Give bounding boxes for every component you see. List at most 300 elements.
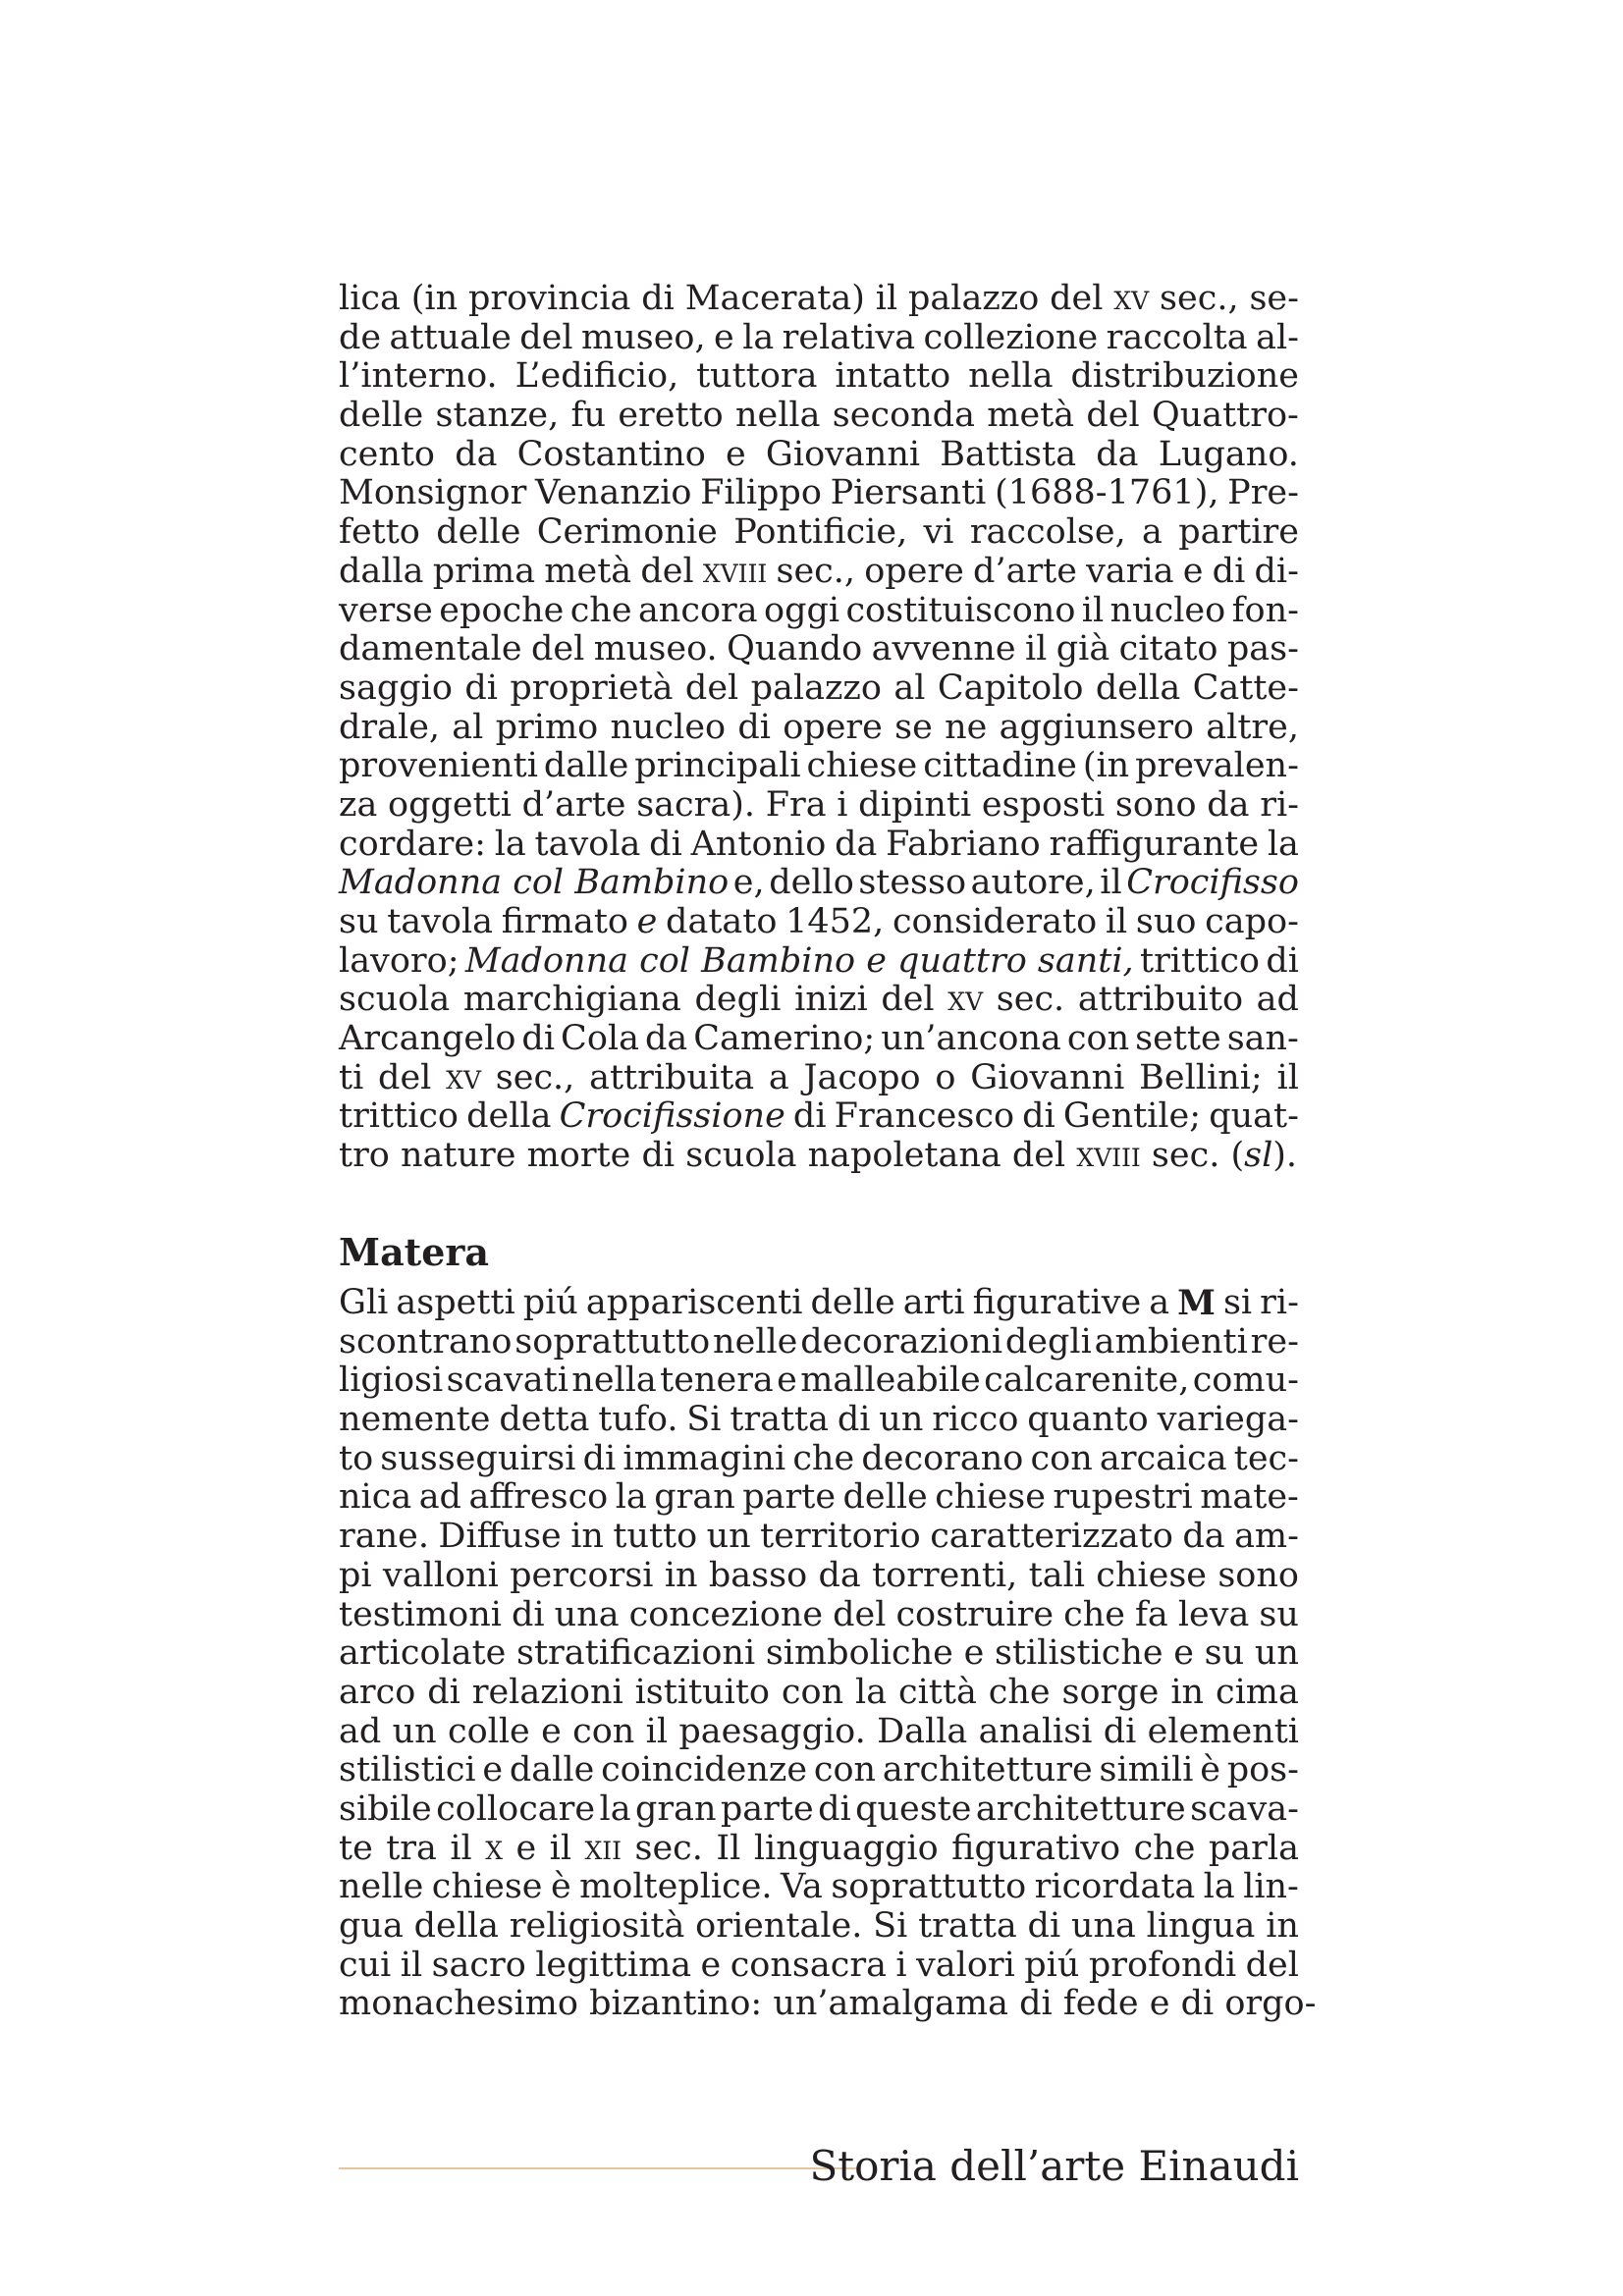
word: territorio <box>760 1517 921 1557</box>
word: palazzo <box>908 279 1040 318</box>
word: dalla <box>339 551 424 591</box>
word: oggetti <box>388 784 512 825</box>
word: re- <box>1250 1321 1299 1362</box>
word: 1452, <box>785 902 885 941</box>
word: d’arte <box>521 784 626 825</box>
word: delle <box>842 1477 928 1518</box>
word: ad <box>339 1711 382 1751</box>
word: arcaica <box>1099 1438 1227 1478</box>
word: il <box>450 1828 472 1868</box>
word: cento <box>339 434 435 474</box>
word: gua <box>339 1906 404 1946</box>
word: sec., <box>1160 279 1239 318</box>
word: in <box>570 1517 604 1557</box>
word: Pontificie, <box>733 512 908 553</box>
word: gran <box>634 1789 717 1829</box>
word: xv <box>1113 279 1150 318</box>
word: comu- <box>1192 1361 1299 1401</box>
word: ad <box>418 1477 461 1518</box>
word: la <box>599 1789 631 1829</box>
word: di <box>1022 1096 1055 1137</box>
word: immagini <box>622 1438 786 1478</box>
word: tratta <box>730 1400 829 1440</box>
word: costruire <box>895 1594 1055 1634</box>
word: nucleo <box>1109 590 1226 630</box>
text-line <box>339 1984 1317 2024</box>
word: mate- <box>1200 1477 1299 1518</box>
word: di <box>1019 1984 1063 2024</box>
word: Giovanni <box>970 1057 1125 1097</box>
word: e <box>541 1711 562 1751</box>
text-line <box>339 1830 1299 1869</box>
word: e <box>726 434 746 474</box>
word: rupestri <box>1053 1477 1193 1518</box>
word: tuttora <box>696 356 818 397</box>
word: e <box>482 1750 504 1790</box>
word: Jacopo <box>803 1057 921 1097</box>
text-line <box>339 1596 1299 1635</box>
word: Dalla <box>877 1711 968 1751</box>
word: Monsignor <box>339 473 527 513</box>
word: Giovanni <box>765 434 921 474</box>
word: cima <box>1216 1672 1299 1712</box>
text-line <box>339 1907 1299 1947</box>
word: vi <box>923 512 954 553</box>
word: articolate <box>339 1633 507 1674</box>
word: concezione <box>628 1594 824 1634</box>
word: in <box>1170 1672 1205 1712</box>
word: colle <box>448 1711 530 1751</box>
word: al- <box>1256 317 1299 357</box>
word: orientale. <box>695 1906 863 1946</box>
word: saggio <box>339 667 453 708</box>
word: e, <box>732 863 765 903</box>
word: dello <box>769 863 854 903</box>
word: del <box>1050 279 1104 318</box>
word: primo <box>495 707 599 747</box>
word: Piersanti <box>830 473 987 513</box>
word: la <box>1267 824 1299 864</box>
word: del <box>640 551 694 591</box>
word: soprattutto <box>831 1867 1027 1907</box>
word: (in <box>1082 746 1130 786</box>
word: nella <box>968 356 1054 397</box>
word: stratificazioni <box>516 1633 756 1674</box>
word: Bellini; <box>1139 1057 1263 1097</box>
word: di <box>641 279 675 318</box>
word: Quattro- <box>1152 396 1299 436</box>
text-line <box>339 1097 1299 1137</box>
word: già <box>1055 629 1110 669</box>
word: capo- <box>1205 902 1299 941</box>
word: elementi <box>1147 1711 1299 1751</box>
word: il <box>1276 1057 1299 1097</box>
word: un <box>392 1711 437 1751</box>
word: sec., <box>495 1057 575 1097</box>
word: de <box>339 317 382 357</box>
word: epoche <box>439 590 565 630</box>
text-line <box>339 1518 1299 1557</box>
word: quanto <box>1027 1400 1149 1440</box>
word: opere <box>783 707 883 747</box>
text-line <box>339 1284 1299 1323</box>
word: tali <box>1028 1555 1085 1595</box>
word: e <box>777 1361 797 1401</box>
word: morte <box>526 1136 642 1176</box>
word: nemente <box>339 1400 491 1440</box>
word: basso <box>708 1555 808 1595</box>
word: il <box>875 279 898 318</box>
word: (in <box>410 279 459 318</box>
word: che <box>1133 1828 1196 1868</box>
text-line <box>339 1401 1299 1440</box>
word: legittima <box>535 1945 692 1985</box>
text-line <box>339 1674 1299 1713</box>
word: attuale <box>389 317 512 357</box>
word: decorano <box>861 1438 1024 1478</box>
word: a <box>768 1057 789 1097</box>
word: simili <box>1099 1750 1194 1790</box>
word: cui <box>339 1945 392 1985</box>
text-line <box>339 1557 1299 1596</box>
word: autore, <box>970 863 1096 903</box>
word: cittadine <box>923 746 1077 786</box>
word: la <box>615 1477 647 1518</box>
word: con <box>572 1711 635 1751</box>
word: di <box>464 667 498 708</box>
word: di <box>427 1672 460 1712</box>
word: stilistiche <box>994 1633 1163 1674</box>
word: religiosità <box>509 1906 685 1946</box>
word: chiese <box>431 1867 543 1907</box>
word: Gentile; <box>1062 1096 1202 1137</box>
word: delle <box>339 396 424 436</box>
word: un <box>706 1517 751 1557</box>
word: tec- <box>1233 1438 1299 1478</box>
word: pos- <box>1226 1750 1299 1790</box>
word: sec. <box>1151 1136 1231 1176</box>
word: da <box>835 824 878 864</box>
word: arco <box>339 1672 416 1712</box>
word: di <box>641 1136 686 1176</box>
word: museo, <box>581 317 706 357</box>
word: caratterizzato <box>930 1517 1173 1557</box>
word: leva <box>1177 1594 1250 1634</box>
word: Camerino; <box>693 1019 876 1059</box>
word: verse <box>339 590 433 630</box>
word: se- <box>1249 279 1299 318</box>
word: il <box>1105 902 1128 941</box>
word: xv <box>947 980 984 1020</box>
word: intatto <box>835 356 951 397</box>
word: ri- <box>1260 1283 1299 1322</box>
word: za <box>339 784 378 825</box>
text-line <box>339 592 1299 631</box>
word: raccolse, <box>969 512 1126 553</box>
word: tufo. <box>598 1400 678 1440</box>
text-line <box>339 319 1299 358</box>
word: relazioni <box>471 1672 623 1712</box>
section-heading: Matera <box>339 1230 490 1274</box>
word: valloni <box>382 1555 499 1595</box>
word: sette <box>1135 1019 1221 1059</box>
word: dalle <box>543 746 629 786</box>
word: e <box>1182 551 1204 591</box>
word: damentale <box>339 629 522 669</box>
word: cordare: <box>339 824 486 864</box>
word: una <box>1070 1906 1136 1946</box>
word: attribuito <box>1077 980 1244 1020</box>
word: del <box>833 1594 887 1634</box>
word: parla <box>1208 1828 1299 1868</box>
word: varia <box>1086 551 1174 591</box>
word: in <box>1266 1906 1299 1946</box>
word: am- <box>1234 1517 1299 1557</box>
word: il <box>645 1711 669 1751</box>
word: sorge <box>1061 1672 1160 1712</box>
word: del <box>1086 396 1140 436</box>
word: nella <box>734 396 821 436</box>
word: (1688-1761), <box>995 473 1219 513</box>
word: stilistici <box>339 1750 476 1790</box>
text-line <box>339 1947 1299 1986</box>
text-line <box>339 436 1299 475</box>
word: da <box>455 434 498 474</box>
word: nelle <box>339 1867 424 1907</box>
word: di <box>1266 940 1299 981</box>
word: considerato <box>892 902 1098 941</box>
word: opere <box>864 551 964 591</box>
word: Catte- <box>1192 667 1299 708</box>
word: e <box>636 902 658 941</box>
word: suo <box>1135 902 1197 941</box>
text-line <box>339 1868 1299 1907</box>
word: tenera <box>660 1361 774 1401</box>
text-line <box>339 747 1299 786</box>
word: una <box>554 1594 620 1634</box>
word: delle <box>436 512 521 553</box>
word: scavati <box>446 1361 568 1401</box>
word: scava- <box>1190 1789 1299 1829</box>
word: Crocifisso <box>1126 863 1299 903</box>
word: metà <box>987 396 1075 436</box>
word: chiese <box>935 1477 1046 1518</box>
word: ligiosi <box>339 1361 444 1401</box>
word: prevalen- <box>1135 746 1299 786</box>
word: coincidenze <box>601 1750 808 1790</box>
word: napoletana <box>807 1136 1012 1176</box>
word: ri- <box>1260 784 1299 825</box>
word: decorazioni <box>800 1321 1003 1362</box>
word: palazzo <box>750 667 882 708</box>
word: e <box>714 317 734 357</box>
word: ad <box>1256 980 1299 1020</box>
word: sec. <box>634 1828 703 1868</box>
word: marchigiana <box>462 980 681 1020</box>
word: nica <box>339 1477 412 1518</box>
word: testimoni <box>339 1594 502 1634</box>
word: xviii <box>702 551 768 591</box>
word: arti <box>902 1283 965 1322</box>
word: da <box>1207 784 1250 825</box>
word: del <box>1245 1945 1299 1985</box>
word: lica <box>339 279 401 318</box>
word: ancora <box>637 590 758 630</box>
word: su <box>1204 1633 1245 1674</box>
word: fa <box>1134 1594 1168 1634</box>
word: firmato <box>501 902 628 941</box>
word: il <box>400 1945 423 1985</box>
word: di <box>1212 551 1246 591</box>
text-line <box>339 1137 1299 1176</box>
word: se <box>894 707 933 747</box>
word: Capitolo <box>937 667 1084 708</box>
body-text-block-2 <box>339 1283 1317 2024</box>
text-line <box>339 630 1299 669</box>
footer-label: Storia dell’arte Einaudi <box>809 2142 1299 2190</box>
word: te <box>339 1828 373 1868</box>
word: x <box>485 1828 504 1868</box>
word: Cola <box>561 1019 639 1059</box>
word: tra <box>386 1828 437 1868</box>
word: percorsi <box>510 1555 654 1595</box>
word: affresco <box>468 1477 609 1518</box>
word: di <box>1103 1711 1137 1751</box>
word: a <box>1142 512 1163 553</box>
word: del <box>1011 1136 1077 1176</box>
word: che <box>792 1438 855 1478</box>
word: al <box>452 707 484 747</box>
word: metà <box>544 551 632 591</box>
word: Quando <box>727 629 863 669</box>
text-line <box>339 864 1299 903</box>
word: degli <box>1004 1321 1092 1362</box>
word: piú <box>1024 1945 1080 1985</box>
word: è <box>1200 1750 1220 1790</box>
word: raccolta <box>1106 317 1248 357</box>
word: ti <box>339 1057 364 1097</box>
word: il <box>549 1828 572 1868</box>
word: valori <box>915 1945 1015 1985</box>
word: la <box>494 824 526 864</box>
word: che <box>569 590 632 630</box>
word: xviii <box>1076 1136 1152 1176</box>
word: scuola <box>339 980 451 1020</box>
word: to <box>339 1438 374 1478</box>
text-line <box>339 1751 1299 1790</box>
word: simboliche <box>765 1633 953 1674</box>
word: al <box>893 667 926 708</box>
word: lingua <box>1146 1906 1256 1946</box>
text-line <box>339 709 1299 748</box>
word: fu <box>570 396 607 436</box>
text-line <box>339 1478 1299 1518</box>
word: calcarenite, <box>984 1361 1190 1401</box>
word: pas- <box>1226 629 1299 669</box>
word: della <box>466 1096 552 1137</box>
text-line <box>339 786 1299 826</box>
word: appariscenti <box>585 1283 803 1322</box>
word: di <box>512 1594 545 1634</box>
text-line <box>339 513 1299 553</box>
text-line <box>339 826 1299 865</box>
word: Macerata) <box>684 279 865 318</box>
word: ricordata <box>1034 1867 1196 1907</box>
word: da <box>818 1555 861 1595</box>
word: si <box>1222 1283 1253 1322</box>
word: scontrano <box>339 1321 513 1362</box>
word: Venanzio <box>535 473 692 513</box>
text-line <box>339 1323 1299 1362</box>
word: Costantino <box>516 434 706 474</box>
word: del <box>378 1057 432 1097</box>
text-line <box>339 903 1299 942</box>
word: dipinti <box>858 784 972 825</box>
word: nelle <box>713 1321 798 1362</box>
word: delle <box>810 1283 895 1322</box>
word: san- <box>1226 1019 1299 1059</box>
word: con <box>1030 1438 1093 1478</box>
word: susseguirsi <box>380 1438 576 1478</box>
word: di <box>521 1019 556 1059</box>
word: (sl). <box>1230 1136 1298 1176</box>
word: dalle <box>509 1750 595 1790</box>
word: torrenti, <box>872 1555 1018 1595</box>
word: Va <box>780 1867 823 1907</box>
word: sacra). <box>636 784 756 825</box>
word: Filippo <box>700 473 822 513</box>
word: da <box>644 1019 688 1059</box>
word: xv <box>446 1057 481 1097</box>
text-line <box>339 1059 1299 1098</box>
word: attribuita <box>589 1057 755 1097</box>
word: gran <box>654 1477 735 1518</box>
word: e <box>700 1945 722 1985</box>
word: parte <box>742 1477 837 1518</box>
word: aggiunsero <box>999 707 1195 747</box>
word: sec., <box>776 551 856 591</box>
word: a <box>1149 1283 1170 1322</box>
word: di <box>837 1400 871 1440</box>
word: citato <box>1118 629 1218 669</box>
word: Antonio <box>690 824 827 864</box>
word: e <box>1149 1984 1181 2024</box>
word: oggi <box>764 590 840 630</box>
word: queste <box>855 1789 972 1829</box>
word: la <box>1203 1867 1235 1907</box>
word: Cerimonie <box>536 512 718 553</box>
word: parte <box>720 1789 814 1829</box>
word: piú <box>522 1283 578 1322</box>
text-line <box>339 397 1299 436</box>
word: esposti <box>981 784 1106 825</box>
word: lin- <box>1243 1867 1299 1907</box>
word: e <box>963 1633 985 1674</box>
word: Si <box>873 1906 908 1946</box>
word: tro <box>339 1136 401 1176</box>
word: pi <box>339 1555 372 1595</box>
text-line <box>339 357 1299 397</box>
word: di <box>737 707 771 747</box>
word: Il <box>716 1828 741 1868</box>
word: trittico <box>1140 940 1261 981</box>
word: relativa <box>782 317 916 357</box>
word: Francesco <box>834 1096 1015 1137</box>
word: con <box>781 1672 844 1712</box>
word: tavola <box>534 824 641 864</box>
word: stesso <box>858 863 967 903</box>
word: ricco <box>932 1400 1019 1440</box>
